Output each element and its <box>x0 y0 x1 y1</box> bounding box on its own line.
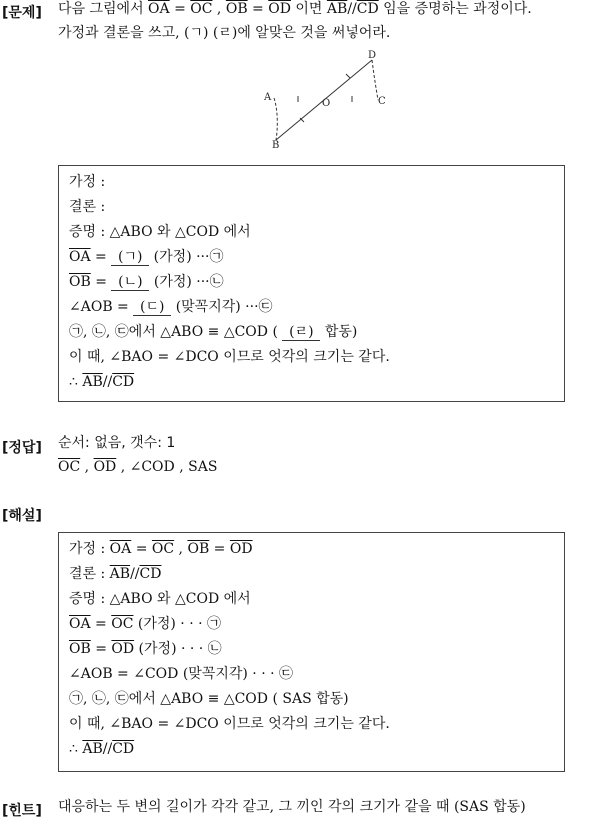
label-d: D <box>368 50 377 61</box>
problem-tag: [문제] <box>2 5 42 21</box>
expl-line-angle: ∠AOB = ∠COD (맞꼭지각) · · · ㉢ <box>69 666 294 682</box>
proof-line-congruence: ㉠, ㉡, ㉢에서 △ABO ≡ △COD ( (ㄹ) 합동) <box>69 324 358 340</box>
expl-proof-intro: 증명 : △ABO 와 △COD 에서 <box>69 591 251 607</box>
answer-tag: [정답] <box>2 440 42 456</box>
hint-text: 대응하는 두 변의 길이가 각각 같고, 그 끼인 각의 크기가 같을 때 (SAS 합동) <box>58 799 526 815</box>
expl-line-conclusion: ∴ $\overline{AB}//\overline{CD}$ <box>69 741 135 757</box>
hint-tag: [힌트] <box>2 803 42 819</box>
expl-conclusion: 결론 : $\overline{AB}//\overline{CD}$ <box>69 566 162 582</box>
geometry-figure <box>260 48 390 148</box>
explanation-proof-box <box>58 532 565 772</box>
expl-line-congruence: ㉠, ㉡, ㉢에서 △ABO ≡ △COD ( SAS 합동) <box>69 691 349 707</box>
proof-line-alternate: 이 때, ∠BAO = ∠DCO 이므로 엇각의 크기는 같다. <box>69 349 390 365</box>
expl-line-oa: $\overline{OA} = \overline{OC}$ (가정) · · · ㉠ <box>69 616 222 632</box>
blank-2[interactable]: (ㄴ) <box>111 274 149 291</box>
problem-line-1: 다음 그림에서 $\overline{OA} = \overline{OC}$ , $\overline{OB} = \overline{OD}$ 이면 $\overline{AB}//\overline{CD}$ 임을 증명하는 과정이다. <box>58 1 532 17</box>
blank-3[interactable]: (ㄷ) <box>133 299 171 316</box>
proof-line-angle: ∠AOB = (ㄷ) (맞꼭지각) ···㉢ <box>69 299 273 315</box>
label-a: A <box>264 92 272 103</box>
proof-line-ob: $\overline{OB}$ = (ㄴ) (가정) ···㉡ <box>69 274 224 290</box>
label-o: O <box>322 98 331 109</box>
proof-line-conclusion: ∴ $\overline{AB}//\overline{CD}$ <box>69 374 135 390</box>
tick-mark-4 <box>346 74 350 78</box>
conclusion-label: 결론 : <box>69 199 106 215</box>
blank-4[interactable]: (ㄹ) <box>282 324 320 341</box>
explanation-tag: [해설] <box>2 508 42 524</box>
blank-1[interactable]: (ㄱ) <box>111 249 149 266</box>
proof-line-oa: $\overline{OA}$ = (ㄱ) (가정) ···㉠ <box>69 249 224 265</box>
segment-ab <box>274 98 277 140</box>
segment-dc <box>372 60 378 100</box>
proof-intro: 증명 : △ABO 와 △COD 에서 <box>69 224 251 240</box>
expl-line-ob: $\overline{OB} = \overline{OD}$ (가정) · · · ㉡ <box>69 641 222 657</box>
answer-values: $\overline{OC}$ , $\overline{OD}$ , ∠COD , SAS <box>58 459 218 475</box>
label-b: B <box>272 140 280 148</box>
label-c: C <box>378 96 386 107</box>
expl-assumption: 가정 : $\overline{OA} = \overline{OC}$ , $\overline{OB} = \overline{OD}$ <box>69 541 253 557</box>
expl-line-alternate: 이 때, ∠BAO = ∠DCO 이므로 엇각의 크기는 같다. <box>69 716 390 732</box>
assumption-label: 가정 : <box>69 174 106 190</box>
problem-proof-box <box>58 165 565 402</box>
problem-line-2: 가정과 결론을 쓰고, (ㄱ) (ㄹ)에 알맞은 것을 써넣어라. <box>58 25 391 41</box>
answer-meta: 순서: 없음, 갯수: 1 <box>58 435 176 451</box>
